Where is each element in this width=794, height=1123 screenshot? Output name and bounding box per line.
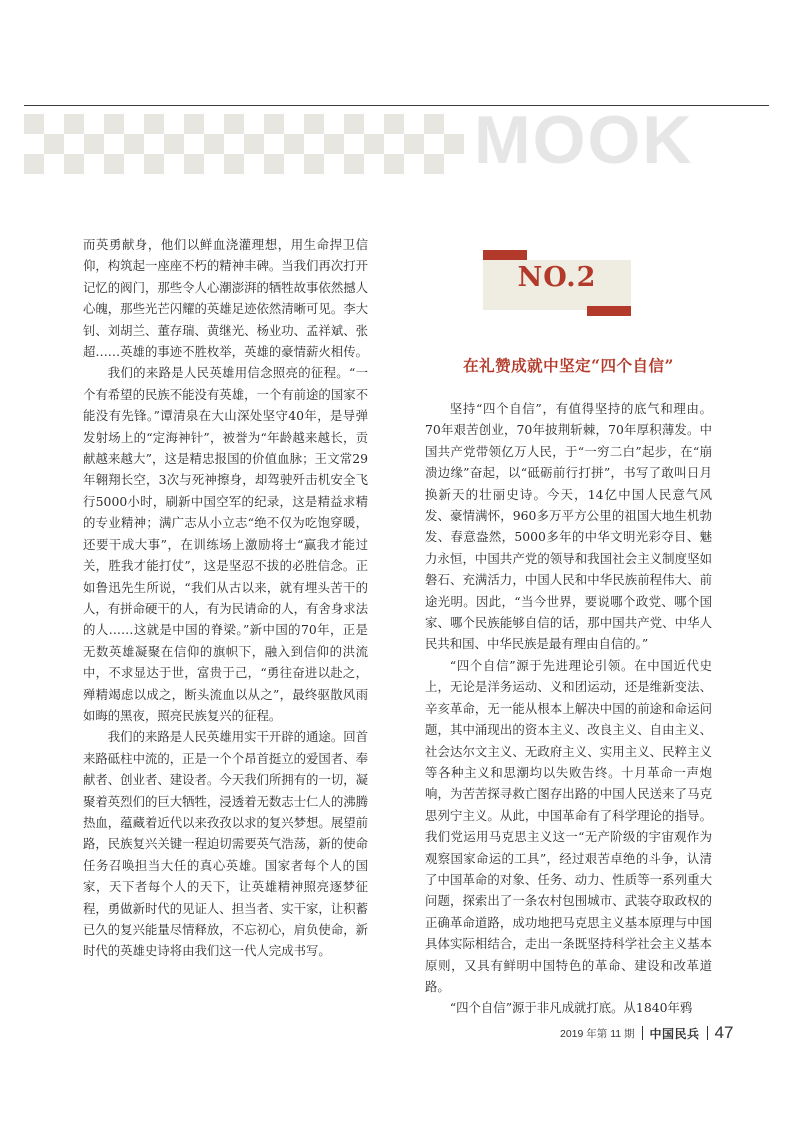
badge-red-bar-top [483, 250, 527, 260]
checker-square [244, 134, 264, 154]
checker-square [384, 154, 404, 174]
paragraph: 我们的来路是人民英雄用实干开辟的通途。回首来路砥柱中流的，正是一个个昂首挺立的爱国者、奉献者、创业者、建设者。今天我们所拥有的一切，凝聚着英烈们的巨大牺牲，浸透着无数志士仁人的沸腾热血，蕴藏着近代以来孜孜以求的复兴梦想。展望前路，民族复兴关键一程迫切需要英气浩荡，新的使命任务召唤担当大任的真心英雄。国家者每个人的国家，天下者每个人的天下，让英雄精神照亮逐梦征程，勇做新时代的见证人、担当者、实干家，让积蓄已久的复兴能量尽情释放，不忘初心，肩负使命，新时代的英雄史诗将由我们这一代人完成书写。 [83, 729, 368, 959]
checker-square [224, 114, 244, 134]
checker-square [104, 154, 124, 174]
checker-square [24, 154, 44, 174]
checker-square [104, 114, 124, 134]
checker-square [404, 134, 424, 154]
checker-square [144, 114, 164, 134]
paragraph: 坚持“四个自信”，有值得坚持的底气和理由。70年艰苦创业，70年披荆斩棘，70年厚积薄发。中国共产党带领亿万人民，于“一穷二白”起步，在“崩溃边缘”奋起，以“砥砺前行打拼”，书写了敢叫日月换新天的壮丽史诗。今天，14亿中国人民意气风发、豪情满怀，960多万平方公里的祖国大地生机勃发、春意盎然，5000多年的中华文明光彩夺目、魅力永恒，中国共产党的领导和我国社会主义制度坚如磐石、充满活力，中国人民和中华民族前程伟大、前途光明。因此，“当今世界，要说哪个政党、哪个国家、哪个民族能够自信的话，那中国共产党、中华人民共和国、中华民族是最有理由自信的。” [425, 401, 712, 652]
checker-square [124, 134, 144, 154]
checker-square [284, 134, 304, 154]
checker-square [64, 114, 84, 134]
checker-square [424, 114, 444, 134]
footer-divider [642, 1026, 643, 1040]
footer-divider [707, 1026, 708, 1040]
checker-square [304, 154, 324, 174]
left-column [83, 234, 368, 962]
checker-square [144, 154, 164, 174]
checker-square [424, 154, 444, 174]
paragraph: “四个自信”源于非凡成就打底。从1840年鸦 [449, 1000, 693, 1016]
checker-square [324, 134, 344, 154]
checker-square [204, 134, 224, 154]
issue-label: 2019 年第 11 期 [560, 1027, 635, 1040]
paragraph: 而英勇献身，他们以鲜血浇灌理想，用生命捍卫信仰，构筑起一座座不朽的精神丰碑。当我们再次打开记忆的阀门，那些令人心潮澎湃的牺牲故事依然撼人心魄，那些光芒闪耀的英雄足迹依然清晰可见。李大钊、刘胡兰、董存瑞、黄继光、杨业功、孟祥斌、张超……英雄的事迹不胜枚举，英雄的豪情薪火相传。 [83, 237, 368, 360]
checker-square [344, 114, 364, 134]
page-number: 47 [714, 1023, 734, 1042]
checker-square [44, 134, 64, 154]
badge-red-bar-bottom [587, 306, 631, 316]
right-column [425, 398, 712, 1019]
paragraph: “四个自信”源于先进理论引领。在中国近代史上，无论是洋务运动、义和团运动，还是维新变法、辛亥革命，无一能从根本上解决中国的前途和命运问题，其中涌现出的资本主义、改良主义、自由主义、社会达尔文主义、无政府主义、实用主义、民粹主义等各种主义和思潮均以失败告终。十月革命一声炮响，为苦苦探寻救亡图存出路的中国人民送来了马克思列宁主义。从此，中国革命有了科学理论的指导。我们党运用马克思主义这一“无产阶级的宇宙观作为观察国家命运的工具”，经过艰苦卓绝的斗争，认清了中国革命的对象、任务、动力、性质等一系列重大问题，探索出了一条农村包围城市、武装夺取政权的正确革命道路，成功地把马克思主义基本原理与中国具体实际相结合，走出一条既坚持科学社会主义基本原则，又具有鲜明中国特色的革命、建设和改革道路。 [425, 657, 712, 994]
mook-brand-text: MOOK [474, 102, 694, 178]
page-footer [560, 1022, 733, 1044]
section-number-badge [483, 250, 631, 316]
checker-square [224, 154, 244, 174]
checker-square [184, 154, 204, 174]
section-number-label: NO.2 [517, 262, 597, 293]
checker-square [24, 114, 44, 134]
checker-square [304, 114, 324, 134]
checker-pattern-decoration [24, 114, 464, 174]
magazine-name: 中国民兵 [649, 1026, 700, 1041]
checker-square [164, 134, 184, 154]
section-heading: 在礼赞成就中坚定“四个自信” [463, 356, 674, 375]
checker-square [64, 154, 84, 174]
checker-square [444, 134, 464, 154]
checker-square [84, 134, 104, 154]
checker-square [264, 154, 284, 174]
checker-square [364, 134, 384, 154]
checker-square [344, 154, 364, 174]
checker-square [264, 114, 284, 134]
checker-square [184, 114, 204, 134]
checker-square [384, 114, 404, 134]
paragraph: 我们的来路是人民英雄用信念照亮的征程。“一个有希望的民族不能没有英雄，一个有前途的国家不能没有先锋。”谭清泉在大山深处坚守40年，是导弹发射场上的“定海神针”，被誉为“年龄越来越长，贡献越来越大”，这是精忠报国的价值血脉；王文常29年翱翔长空，3次与死神擦身，却驾驶歼击机安全飞行5000小时，刷新中国空军的纪录，这是精益求精的专业精神；满广志从小立志“绝不仅为吃饱穿暖，还要干成大事”，在训练场上激励将士“赢我才能过关，胜我才能打仗”，这是坚忍不拔的必胜信念。正如鲁迅先生所说，“我们从古以来，就有埋头苦干的人，有拼命硬干的人，有为民请命的人，有舍身求法的人……这就是中国的脊梁。”新中国的70年，正是无数英雄凝聚在信仰的旗帜下，融入到信仰的洪流中，不求显达于世，富贵于己，“勇往奋进以赴之，殚精竭虑以成之，断头流血以从之”，最终驱散风雨如晦的黑夜，照亮民族复兴的征程。 [83, 365, 368, 723]
